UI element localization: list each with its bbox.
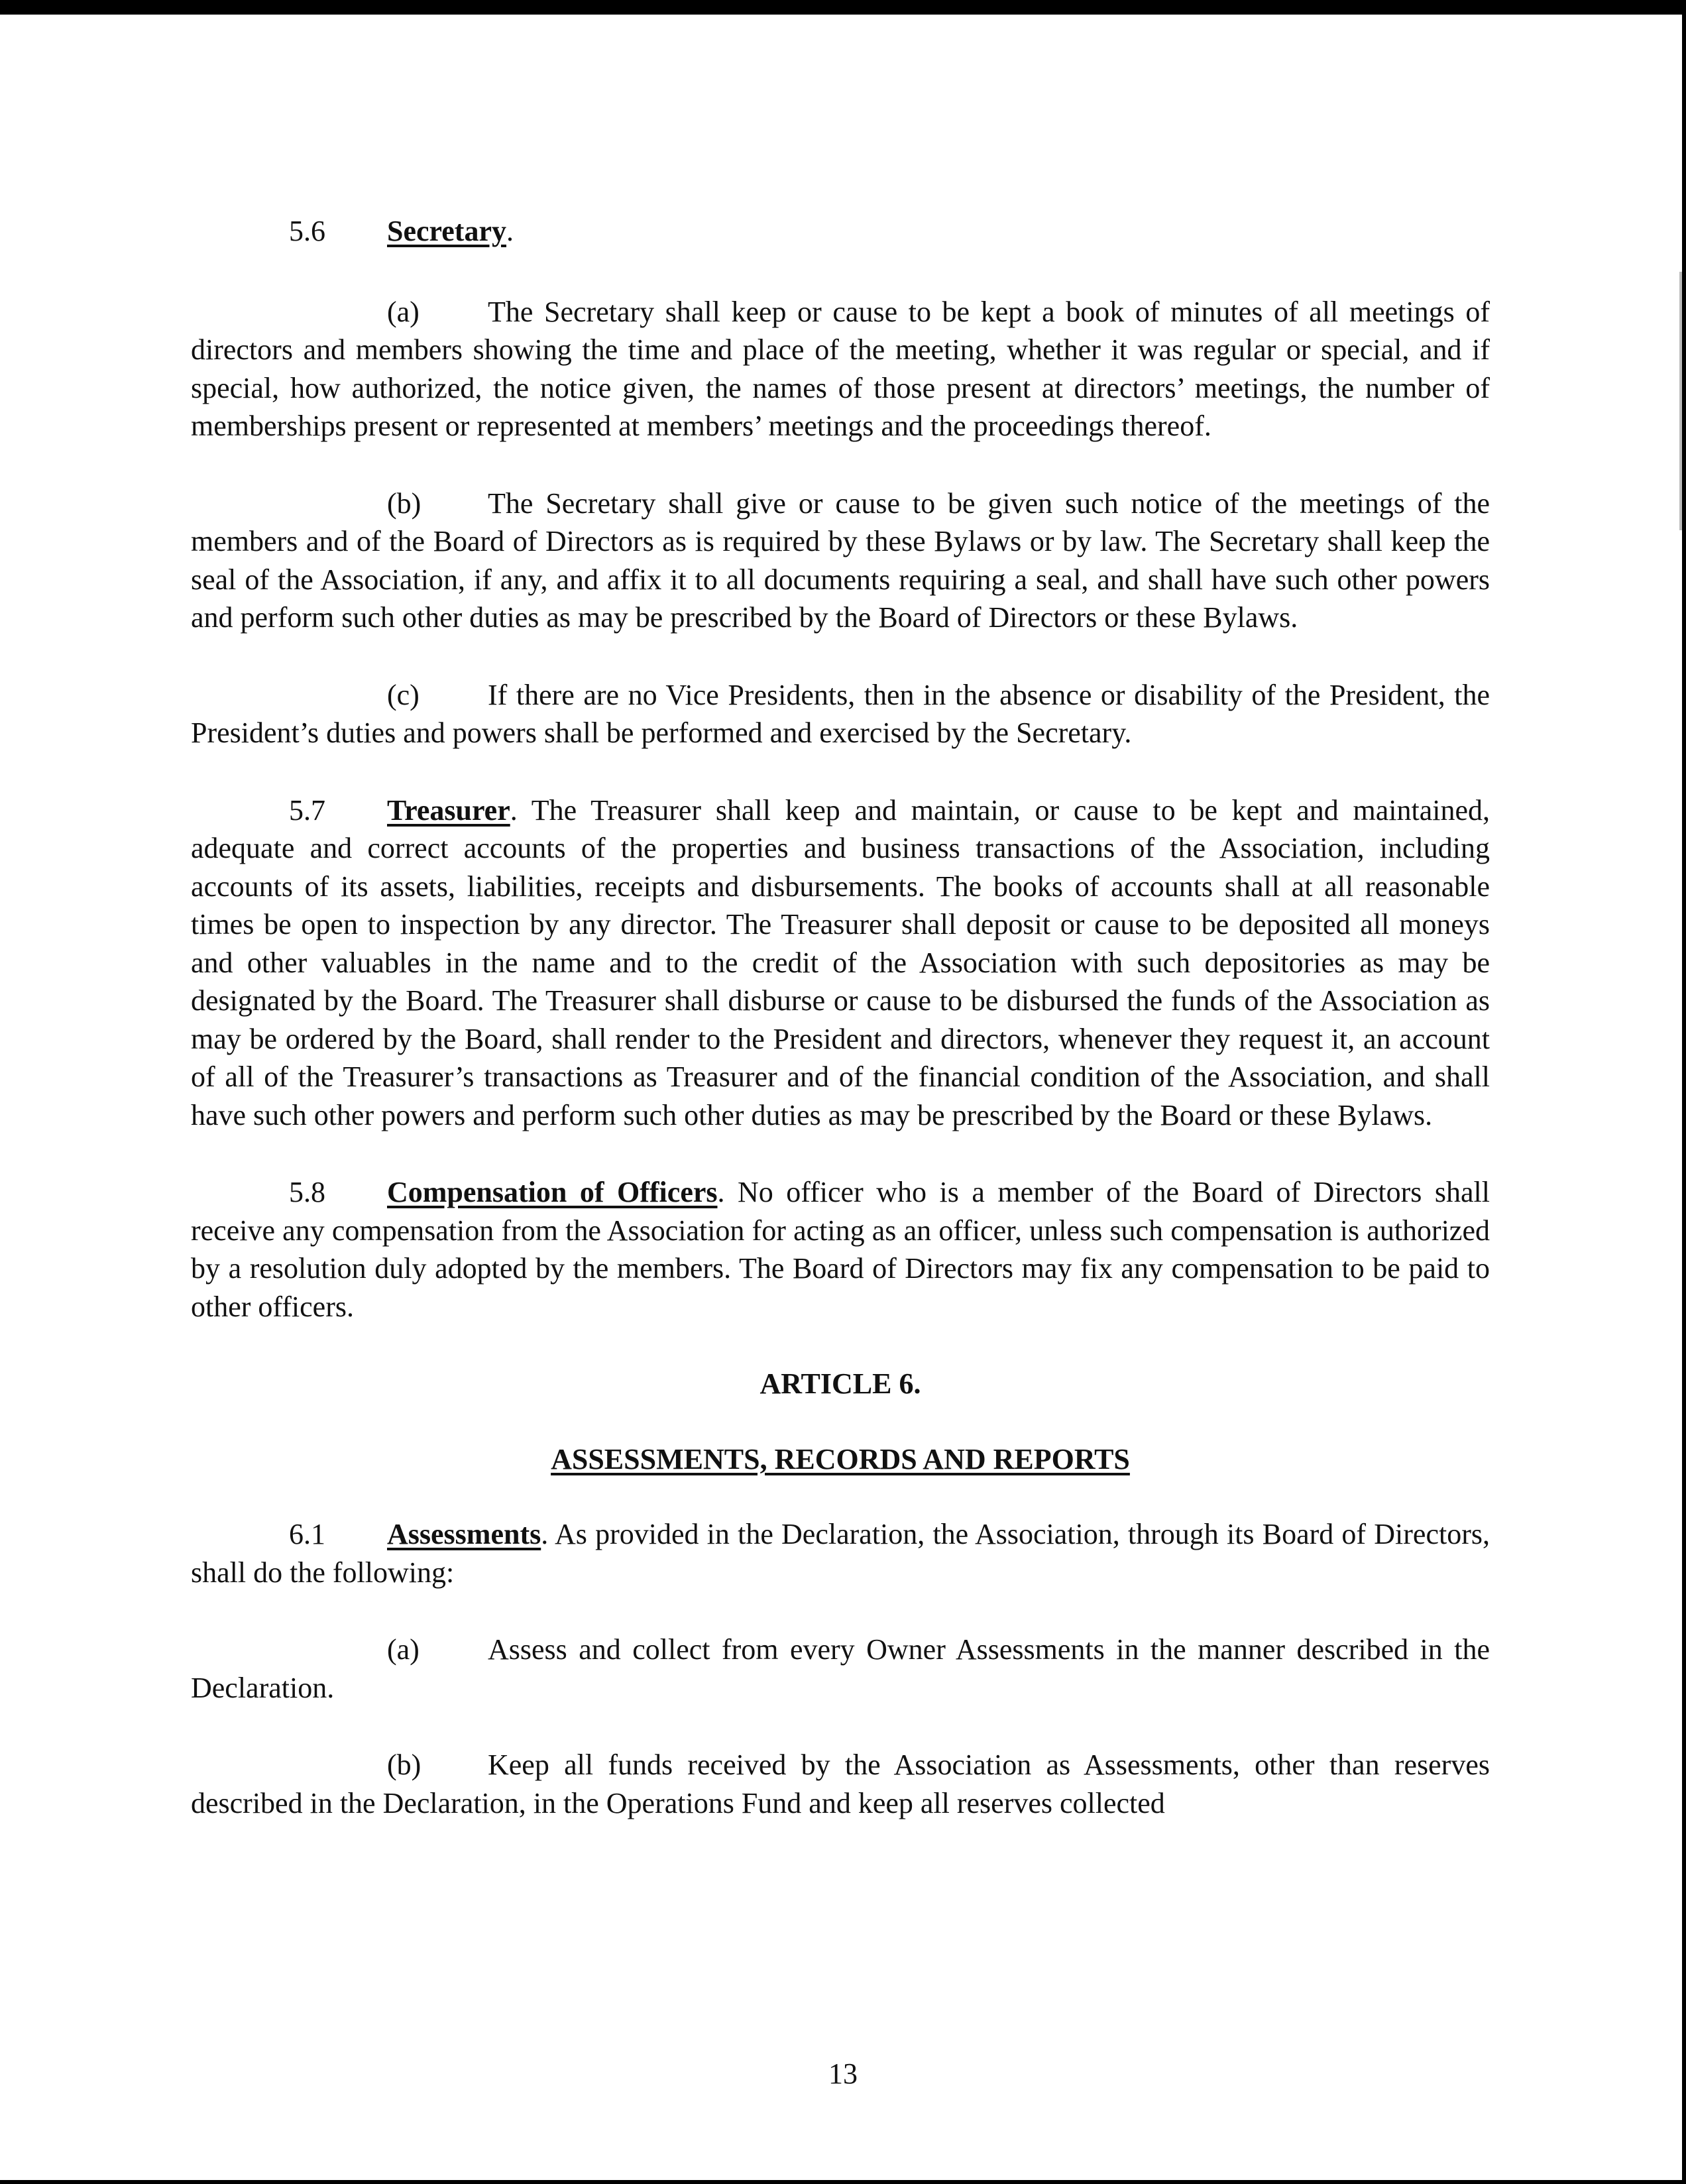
subsection-label: (b)	[387, 1749, 422, 1781]
scan-margin-mark	[1679, 272, 1682, 530]
section-title: Treasurer	[387, 793, 510, 827]
section-5-7: 5.7 Treasurer. The Treasurer shall keep and maintain, or cause to be kept and maintained, adequate and correct accounts of the properties and business transactions of the Association, including accounts of its assets, liabilities, receipts and disbursements. The books of accounts shall at all reasonable times be open to inspection by any director. The Treasurer shall deposit or cause to be deposited all moneys and other valuables in the name and to the credit of the Association with such depositories as may be designated by the Board. The Treasurer shall disburse or cause to be disbursed the funds of the Association as may be ordered by the Board, shall render to the President and directors, whenever they request it, an account of all of the Treasurer’s transactions as Treasurer and of the financial condition of the Association, and shall have such other powers and perform such other duties as may be prescribed by the Board or these Bylaws.	[191, 791, 1490, 1135]
scan-border-top	[0, 0, 1686, 15]
subsection-label: (a)	[387, 295, 420, 328]
section-number: 5.7	[289, 793, 325, 827]
paragraph-text: Assess and collect from every Owner Assessments in the manner described in the Declaration.	[191, 1633, 1490, 1704]
subsection-label: (b)	[387, 487, 422, 520]
section-5-6-heading	[191, 212, 1490, 251]
article-heading: ARTICLE 6.	[759, 1367, 921, 1400]
document-page	[191, 212, 1490, 1822]
paragraph-5-6-a	[191, 293, 1490, 445]
paragraph-text: As provided in the Declaration, the Association, through its Board of Directors, shall do the following:	[191, 1518, 1490, 1589]
paragraph-text: No officer who is a member of the Board of Directors shall receive any compensation from the Association for acting as an officer, unless such compensation is authorized by a resolution duly adopted by the members. The Board of Directors may fix any compensation to be paid to other officers.	[191, 1176, 1490, 1323]
article-title: ASSESSMENTS, RECORDS AND REPORTS	[551, 1442, 1130, 1475]
page-number: 13	[828, 2057, 858, 2090]
section-title: Assessments	[387, 1518, 541, 1550]
paragraph-text: If there are no Vice Presidents, then in the absence or disability of the President, the President’s duties and powers shall be performed and exercised by the Secretary.	[191, 678, 1490, 749]
section-5-8: 5.8 Compensation of Officers. No officer who is a member of the Board of Directors shall receive any compensation from the Association for acting as an officer, unless such compensation is authorized by a resolution duly adopted by the members. The Board of Directors may fix any compensation to be paid to other officers.	[191, 1173, 1490, 1326]
subsection-label: (a)	[387, 1633, 420, 1666]
scan-border-right	[1682, 0, 1686, 2184]
section-number: 5.6	[289, 215, 325, 247]
paragraph-5-6-b	[191, 485, 1490, 637]
section-number: 6.1	[289, 1518, 325, 1550]
scan-border-bottom	[0, 2180, 1686, 2184]
paragraph-6-1-b	[191, 1746, 1490, 1822]
paragraph-text: The Treasurer shall keep and maintain, or cause to be kept and maintained, adequate and correct accounts of the properties and business transactions of the Association, including accounts of its assets, liabilities, receipts and disbursements. The books of accounts shall at all reasonable times be open to inspection by any director. The Treasurer shall deposit or cause to be deposited all moneys and other valuables in the name and to the credit of the Association with such depositories as may be designated by the Board. The Treasurer shall disburse or cause to be disbursed the funds of the Association as may be ordered by the Board, shall render to the President and directors, whenever they request it, an account of all of the Treasurer’s transactions as Treasurer and of the financial condition of the Association, and shall have such other powers and perform such other duties as may be prescribed by the Board or these Bylaws.	[191, 793, 1490, 1131]
section-title-period: .	[506, 215, 514, 247]
paragraph-text: The Secretary shall give or cause to be given such notice of the meetings of the members and of the Board of Directors as is required by these Bylaws or by law. The Secretary shall keep the seal of the Association, if any, and affix it to all documents requiring a seal, and shall have such other powers and perform such other duties as may be prescribed by the Board of Directors or these Bylaws.	[191, 487, 1490, 634]
subsection-label: (c)	[387, 678, 420, 711]
paragraph-6-1-a	[191, 1631, 1490, 1707]
section-6-1: 6.1 Assessments. As provided in the Declaration, the Association, through its Board of Directors, shall do the following:	[191, 1515, 1490, 1591]
paragraph-text: Keep all funds received by the Association as Assessments, other than reserves described in the Declaration, in the Operations Fund and keep all reserves collected	[191, 1749, 1490, 1819]
section-number: 5.8	[289, 1176, 325, 1208]
paragraph-5-6-c	[191, 676, 1490, 752]
section-title: Compensation of Officers	[387, 1176, 718, 1208]
paragraph-text: The Secretary shall keep or cause to be kept a book of minutes of all meetings of directors and members showing the time and place of the meeting, whether it was regular or special, and if special, how authorized, the notice given, the names of those present at directors’ meetings, the number of memberships present or represented at members’ meetings and the proceedings thereof.	[191, 295, 1490, 442]
section-title: Secretary	[387, 215, 506, 247]
